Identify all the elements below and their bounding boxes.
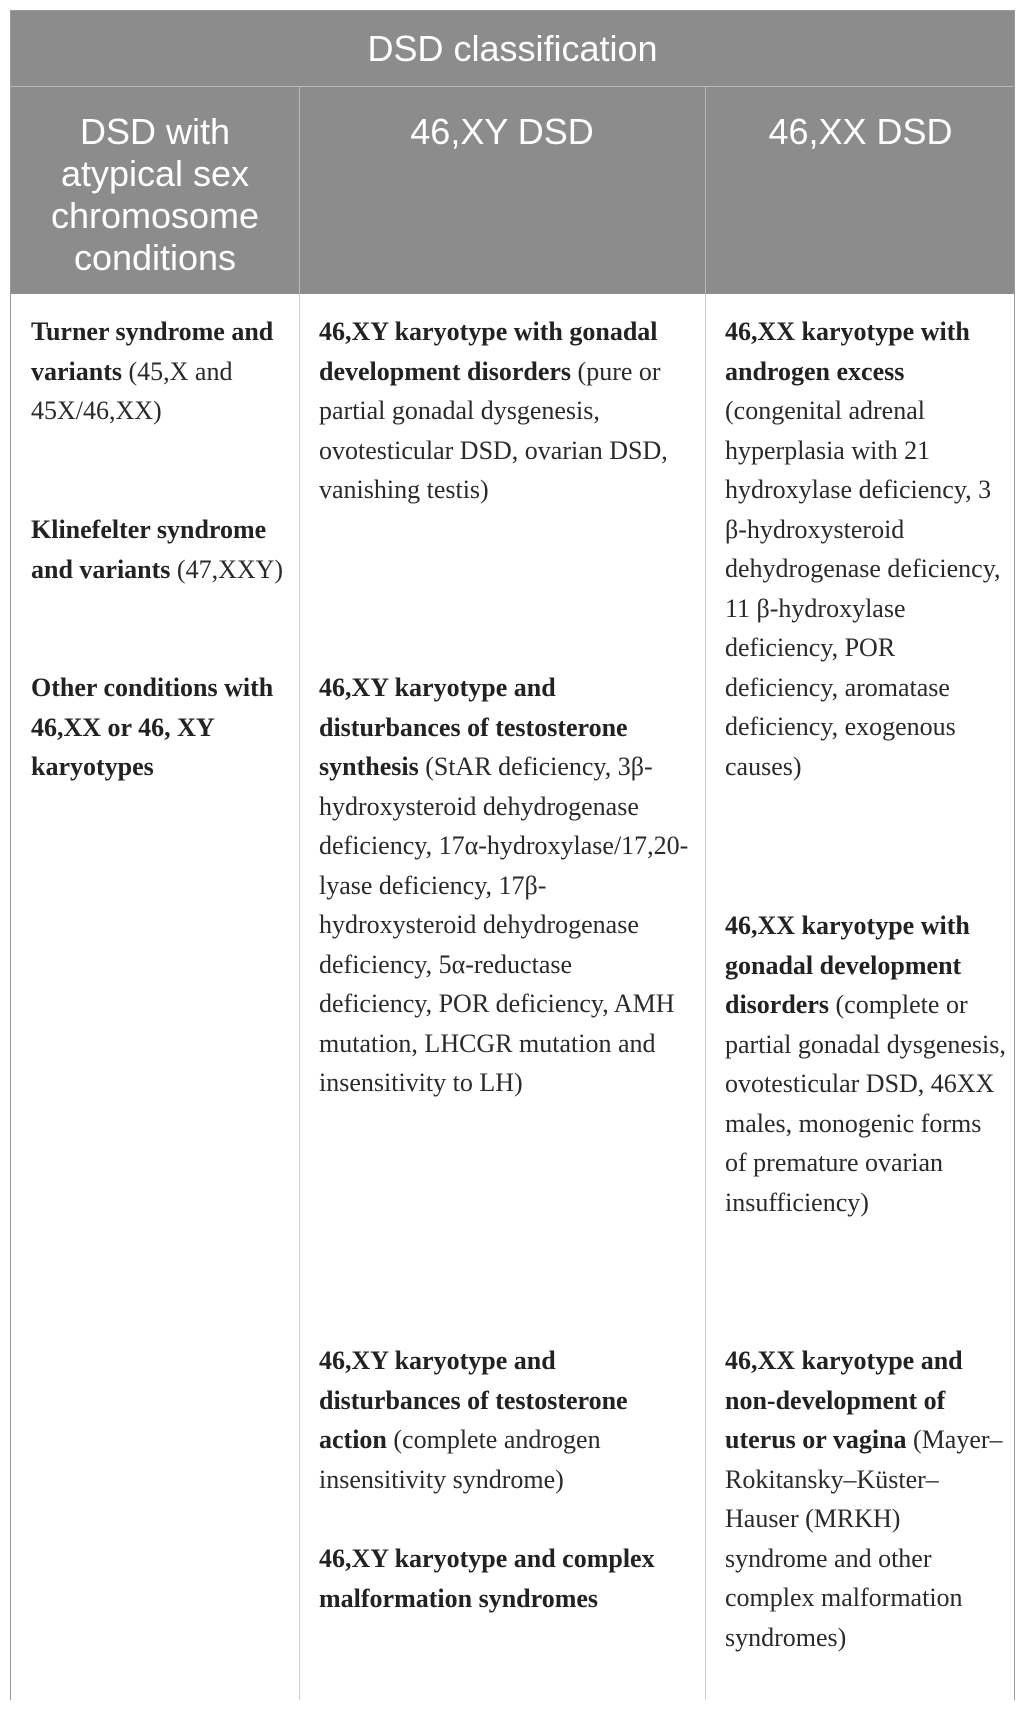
table-cell-entry: [725, 312, 1008, 786]
column-46xy: [299, 294, 705, 1700]
column-sex-chromosome: [11, 294, 299, 1700]
column-46xx: [705, 294, 1016, 1700]
table-cell-entry: [319, 312, 691, 510]
entry-bold: 46,XX karyotype with gonadal development disorders: [725, 911, 970, 1019]
table-cell-entry: [319, 1341, 691, 1499]
table-body: [11, 294, 1014, 1700]
header-46xy: 46,XY DSD: [410, 111, 594, 152]
header-sex-chromosome: DSD with atypical sex chromosome conditions: [50, 111, 260, 278]
table-cell-entry: [725, 906, 1008, 1222]
table-cell-entry: [319, 668, 691, 1103]
entry-text: (47,XXY): [170, 554, 284, 584]
table-cell-entry: [319, 1539, 691, 1618]
entry-bold: 46,XY karyotype and complex malformation syndromes: [319, 1544, 655, 1613]
entry-bold: 46,XY karyotype and disturbances of testosterone synthesis: [319, 673, 628, 781]
header-divider-1: [299, 87, 300, 294]
entry-text: (Mayer–Rokitansky–Küster–Hauser (MRKH) syndrome and other complex malformation syndromes): [725, 1425, 1003, 1652]
entry-bold: 46,XY karyotype and disturbances of testosterone action: [319, 1346, 628, 1454]
table-cell-entry: [31, 510, 291, 589]
entry-text: (complete androgen insensitivity syndrome): [319, 1425, 601, 1494]
header-divider-2: [705, 87, 706, 294]
entry-text: (pure or partial gonadal dysgenesis, ovotesticular DSD, ovarian DSD, vanishing testis): [319, 356, 668, 504]
entry-bold: Turner syndrome and variants: [31, 317, 274, 386]
entry-bold: 46,XY karyotype with gonadal development disorders: [319, 317, 658, 386]
table-cell-entry: [31, 312, 291, 431]
entry-text: (StAR deficiency, 3β-hydroxysteroid dehydrogenase deficiency, 17α-hydroxylase/17,20-lyase deficiency, 17β-hydroxysteroid dehydrogenase deficiency, 5α-reductase deficiency, POR deficiency, AMH mutation, LHCGR mutation and insensitivity to LH): [319, 752, 689, 1097]
header-row: [11, 87, 1014, 294]
table-cell-entry: [31, 668, 291, 787]
entry-bold: Other conditions with 46,XX or 46, XY karyotypes: [31, 673, 274, 781]
entry-bold: 46,XX karyotype and non-development of uterus or vagina: [725, 1346, 963, 1454]
entry-bold: Klinefelter syndrome and variants: [31, 515, 267, 584]
dsd-classification-table: [10, 10, 1015, 1700]
entry-text: (complete or partial gonadal dysgenesis, ovotesticular DSD, 46XX males, monogenic forms of premature ovarian insufficiency): [725, 990, 1006, 1217]
header-46xx: 46,XX DSD: [768, 111, 953, 152]
entry-text: (congenital adrenal hyperplasia with 21 hydroxylase deficiency, 3 β-hydroxysteroid dehydrogenase deficiency, 11 β-hydroxylase deficiency, POR deficiency, aromatase deficiency, exogenous causes): [725, 396, 1001, 781]
table-cell-entry: [725, 1341, 1008, 1657]
table-title: DSD classification: [11, 11, 1014, 87]
entry-bold: 46,XX karyotype with androgen excess: [725, 317, 970, 386]
entry-text: (45,X and 45X/46,XX): [31, 356, 233, 425]
